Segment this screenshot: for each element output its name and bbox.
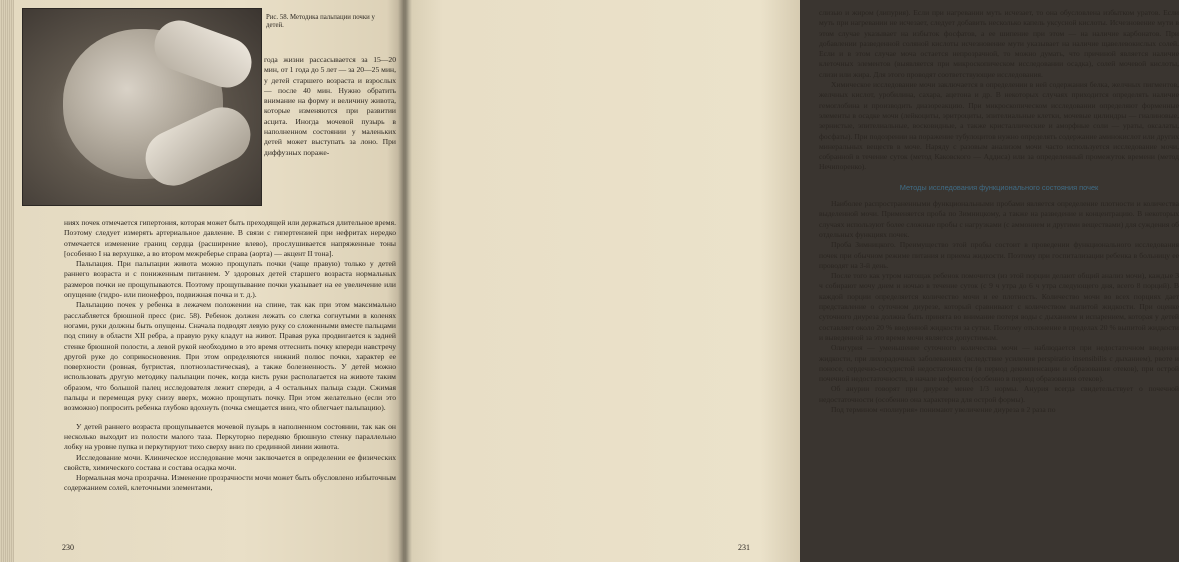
paragraph: Химическое исследование мочи заключается в определении в ней содержания белка, желчных пигментов, желчных кислот, уробилина, сахара, ацетона и др. В некоторых случаях приходится определять наличие гемоглобина и производить диазореакцию. При микроскопическом исследовании определяют форменные элементы в осадке мочи (лейкоциты, эритроциты, эпителиальные клетки, мочевые цилиндры — гиалиновые, зернистые, эпителиальные, восковидные, а также кристаллические и аморфные соли — ураты, оксалаты, фосфаты). При подозрении на поражение тубулоцитов нужно определять содержание аминокислот или других минеральных веществ в моче. Наряду с разовым анализом мочи часто используется исследование мочи, собранной в течение суток (метод Каковского — Аддиса) или за определенный промежуток времени (метод Нечипоренко). (819, 80, 1179, 172)
paragraph: Пальпацию почек у ребенка в лежачем положении на спине, так как при этом максимально расслабляется брюшной пресс (рис. 58). Ребенок должен лежать со слегка согнутыми в коленях ногами, руки должны быть опущены. Сначала подводят левую руку со сложенными вместе пальцами под спину в области XII ребра, а правую руку кладут на живот. Правая рука продвигается к задней стенке брюшной полости, а левой рукой необходимо в это время оттеснить почку кпереди навстречу другой руке до соприкосновения. При этом определяются нижний полюс почки, характер ее поверхности (ровная, бугристая, плотноэластическая), а также болезненность. У детей можно использовать другую методику пальпации почек, когда кисть руки располагается на животе таким образом, что большой палец исследователя лежит спереди, а 4 остальных пальца сзади. Сжимая пальцы и перемещая руку снизу вверх, можно прощупать почку. При этом желательно (если это возможно) попросить ребенка глубоко вдохнуть (почка смещается вниз, что облегчает пальпацию). (64, 300, 396, 413)
paragraph: Пальпация. При пальпации живота можно прощупать почки (чаще правую) только у детей раннего возраста и с пониженным питанием. У здоровых детей старшего возраста нормальных размеров почки не прощупываются. Поэтому прощупывание почки указывает на ее увеличение или опущение (гидро- или пионефроз, подвижная почка и т. д.). (64, 259, 396, 300)
paragraph: После того как утром натощак ребенок помочится (из этой порции делают общий анализ мочи), каждые 3 ч собирают мочу днем и ночью в течение суток (с 9 ч утра до 6 ч утра следующего дня, всего 8 порций). В каждой порции определяется количество мочи и ее плотность. Количество мочи во всех порциях дает представление о суточном диурезе, который сравнивают с количеством выпитой жидкости. При оценке суточного диуреза должна быть принята во внимание потеря воды с дыханием и испарением, которая у детей составляет около 20 % введенной жидкости за сутки. Поэтому отклонение в пределах 20 % выпитой жидкости и выведенной за это время мочи является допустимым. (819, 271, 1179, 342)
side-paragraph: года жизни рассасывается за 15—20 мин, от 1 года до 5 лет — за 20—25 мин, у детей старшего возраста и взрослых — после 40 мин. Нужно обратить внимание на форму и величину живота, которые изменяются при развитии асцита. Иногда мочевой пузырь в наполненном состоянии у маленьких детей может выступать за лоно. При диффузных пораже- (264, 55, 396, 157)
left-main-text (64, 218, 396, 494)
paragraph: Нормальная моча прозрачна. Изменение прозрачности мочи может быть обусловлено избыточным содержанием солей, клеточными элементами, (64, 473, 396, 493)
paragraph: Об анурии говорят при диурезе менее 1/3 нормы. Анурия всегда свидетельствует о почечной недостаточности (особенно она характерна для острой формы). (819, 384, 1179, 404)
paragraph: Исследование мочи. Клиническое исследование мочи заключается в определении ее физических свойств, химического состава и состава осадка мочи. (64, 452, 396, 472)
section-title: Методы исследования функционального состояния почек (899, 182, 1099, 192)
paragraph: Олигурия — уменьшение суточного количества мочи — наблюдается при недостаточном введении жидкости, при лихорадочных заболеваниях (вследствие усиления perspiratio insensibilis с дыханием), рвоте и поносе, сердечно-сосудистой недостаточности (в период декомпенсации и образования отеков), при острой почечной недостаточности, в начале нефритов (особенно в период образования отеков). (819, 343, 1179, 384)
side-text (264, 55, 396, 158)
book-gutter (398, 0, 412, 562)
figure-caption: Рис. 58. Методика пальпации почки у детей. (266, 14, 375, 29)
paragraph: слизью и жиром (липурия). Если при нагревании муть исчезает, то она обусловлена избытком уратов. Если муть при нагревании не исчезает, следует добавить несколько капель уксусной кислоты. Исчезновение мути в этом случае указывает на избыток фосфатов, а ее шипение при этом — на наличие карбонатов. При добавлении разведенной соляной кислоты исчезновение мути указывает на наличие щавелевокислых солей. Если и в этом случае моча остается непрозрачной, то можно думать, что причиной является наличие клеточных элементов (выявляется при микроскопическом исследовании осадка), солей мочевой кислоты, слизи или жира. Для этого проводят соответствующие исследования. (819, 8, 1179, 79)
paragraph: Проба Зимницкого. Преимущество этой пробы состоит в проведении функционального исследования почек при обычном режиме питания и приема жидкости. Поэтому при госпитализации ребенка в больницу ее проводят на 3-й день. (819, 240, 1179, 270)
figure-photo (22, 8, 262, 206)
paragraph: У детей раннего возраста прощупывается мочевой пузырь в наполненном состоянии, так как он несколько выходит из полости малого таза. Перкуторно передняю брюшную стенку параллельно лобку на уровне пупка и перкутируют тихо сверху вниз по срединной линии живота. (64, 421, 396, 452)
right-main-text (819, 8, 1179, 415)
right-page (403, 0, 1179, 562)
paragraph: Наиболее распространенными функциональными пробами является определение плотности и количества выделенной мочи. Применяется проба по Зимницкому, а также на разведение и концентрацию. В некоторых случаях используют более сложные пробы с нагрузками (с аммонием и другими веществами) для суждения об отдельных функциях почек. (819, 199, 1179, 239)
page-number: 230 (62, 543, 74, 552)
page-edges (0, 0, 14, 562)
paragraph: Под термином «полиурия» понимают увеличение диуреза в 2 раза по (831, 404, 1056, 414)
paragraph: ниях почек отмечается гипертония, которая может быть преходящей или держаться длительное время. Поэтому следует измерять артериальное давление. В связи с гипертензией при нефритах нередко отмечается изменение границ сердца (расширение влево), прослушивается напряженные тоны [особенно I на верхушке, а во втором межреберье справа (аорта) — акцент II тона]. (64, 218, 396, 258)
left-page (0, 0, 403, 562)
page-number: 231 (738, 543, 750, 552)
